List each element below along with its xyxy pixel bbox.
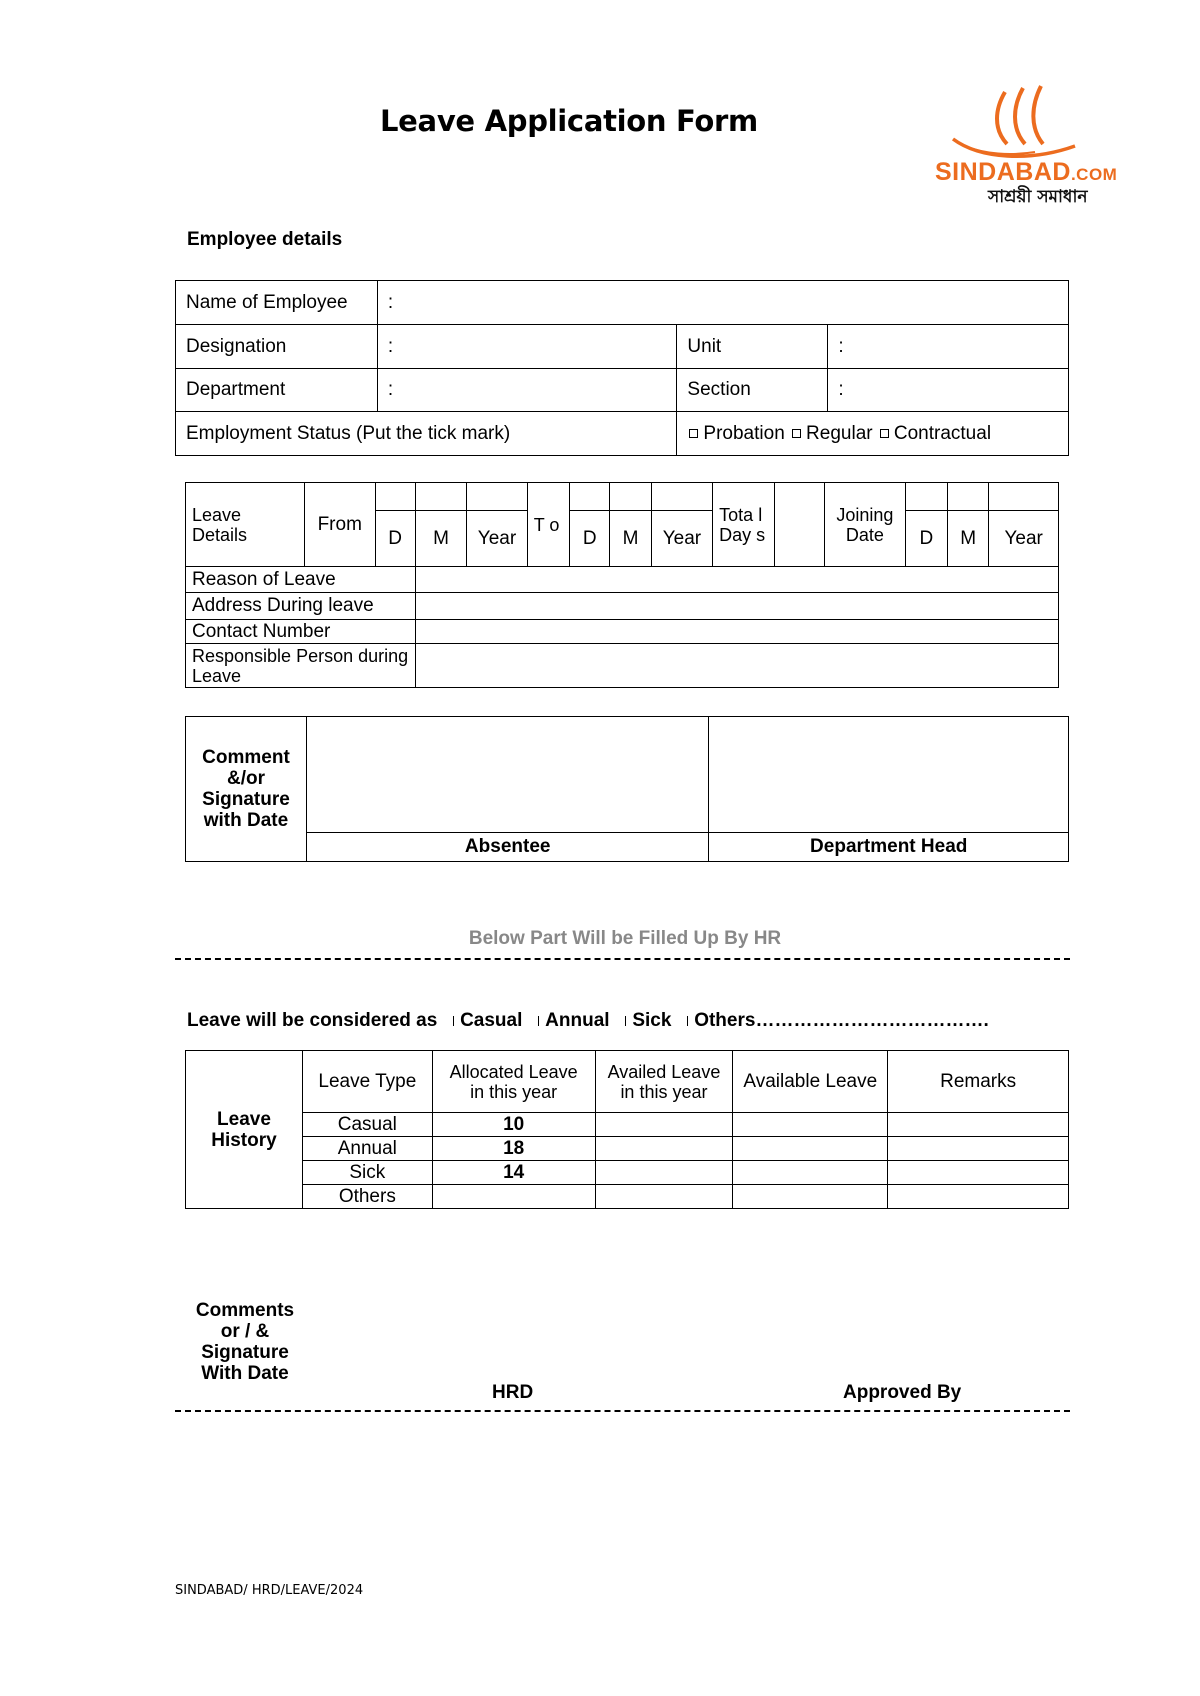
dept-head-label: Department Head bbox=[709, 833, 1069, 862]
responsible-person-field[interactable] bbox=[415, 644, 1058, 688]
to-year-field[interactable]: Year bbox=[651, 511, 712, 567]
status-options: Probation Regular Contractual bbox=[677, 412, 1069, 456]
designation-field[interactable]: : bbox=[377, 325, 677, 369]
from-label: From bbox=[304, 483, 375, 567]
probation-checkbox[interactable] bbox=[689, 429, 698, 438]
comment-label: Comment &/or Signature with Date bbox=[186, 717, 307, 862]
leave-details-label: Leave Details bbox=[186, 483, 305, 567]
table-row: Sick 14 bbox=[186, 1161, 1069, 1185]
to-month-field[interactable]: M bbox=[610, 511, 651, 567]
bottom-dashed-divider bbox=[175, 1410, 1070, 1412]
address-label: Address During leave bbox=[186, 593, 416, 620]
col-allocated: Allocated Leave in this year bbox=[432, 1051, 595, 1113]
hrd-label: HRD bbox=[492, 1382, 534, 1403]
from-year-field[interactable]: Year bbox=[467, 511, 527, 567]
department-label: Department bbox=[176, 369, 378, 412]
designation-label: Designation bbox=[176, 325, 378, 369]
col-leave-type: Leave Type bbox=[302, 1051, 432, 1113]
employee-section-title: Employee details bbox=[187, 229, 343, 250]
contact-field[interactable] bbox=[415, 620, 1058, 644]
leave-history-label: Leave History bbox=[186, 1051, 303, 1209]
casual-option-mark[interactable] bbox=[453, 1016, 455, 1026]
unit-label: Unit bbox=[677, 325, 828, 369]
dashed-divider bbox=[175, 958, 1070, 960]
from-day-field[interactable]: D bbox=[375, 511, 415, 567]
logo-brand: SINDABAD.COM bbox=[935, 158, 1118, 186]
contact-label: Contact Number bbox=[186, 620, 416, 644]
leave-consider-line: Leave will be considered as Casual Annual Sick Others………………………………. bbox=[187, 1010, 989, 1031]
annual-option-mark[interactable] bbox=[538, 1016, 540, 1026]
responsible-person-label: Responsible Person during Leave bbox=[186, 644, 416, 688]
leave-history-table bbox=[185, 1050, 1069, 1209]
joining-day-field[interactable]: D bbox=[905, 511, 947, 567]
name-field[interactable]: : bbox=[377, 281, 1068, 325]
department-field[interactable]: : bbox=[377, 369, 677, 412]
logo-tagline: সাশ্রয়ী সমাধান bbox=[988, 187, 1088, 207]
approved-by-label: Approved By bbox=[843, 1382, 962, 1403]
to-label: T o bbox=[527, 483, 569, 567]
table-row: Annual 18 bbox=[186, 1137, 1069, 1161]
address-field[interactable] bbox=[415, 593, 1058, 620]
form-code: SINDABAD/ HRD/LEAVE/2024 bbox=[175, 1583, 364, 1598]
section-field[interactable]: : bbox=[828, 369, 1069, 412]
name-label: Name of Employee bbox=[176, 281, 378, 325]
joining-date-label: Joining Date bbox=[825, 483, 906, 567]
total-days-field[interactable] bbox=[774, 483, 824, 567]
dept-head-signature-area[interactable] bbox=[709, 717, 1069, 833]
absentee-label: Absentee bbox=[306, 833, 708, 862]
total-days-label: Tota l Day s bbox=[713, 483, 774, 567]
status-label: Employment Status (Put the tick mark) bbox=[176, 412, 677, 456]
regular-checkbox[interactable] bbox=[792, 429, 801, 438]
sick-option-mark[interactable] bbox=[625, 1016, 627, 1026]
page-title: Leave Application Form bbox=[380, 104, 758, 138]
unit-field[interactable]: : bbox=[828, 325, 1069, 369]
employee-details-table bbox=[175, 280, 1069, 456]
joining-year-field[interactable]: Year bbox=[989, 511, 1059, 567]
others-option-mark[interactable] bbox=[687, 1016, 689, 1026]
table-row: Casual 10 bbox=[186, 1113, 1069, 1137]
section-label: Section bbox=[677, 369, 828, 412]
absentee-signature-area[interactable] bbox=[306, 717, 708, 833]
reason-label: Reason of Leave bbox=[186, 567, 416, 593]
contractual-checkbox[interactable] bbox=[880, 429, 889, 438]
col-available: Available Leave bbox=[733, 1051, 888, 1113]
col-availed: Availed Leave in this year bbox=[595, 1051, 733, 1113]
comment-signature-table bbox=[185, 716, 1069, 862]
hr-signature-label: Comments or / & Signature With Date bbox=[195, 1300, 295, 1384]
hr-section-note: Below Part Will be Filled Up By HR bbox=[468, 928, 782, 949]
from-month-field[interactable]: M bbox=[415, 511, 466, 567]
leave-details-table bbox=[185, 482, 1059, 688]
table-row: Others bbox=[186, 1185, 1069, 1209]
col-remarks: Remarks bbox=[888, 1051, 1069, 1113]
reason-field[interactable] bbox=[415, 567, 1058, 593]
joining-month-field[interactable]: M bbox=[948, 511, 989, 567]
to-day-field[interactable]: D bbox=[570, 511, 610, 567]
